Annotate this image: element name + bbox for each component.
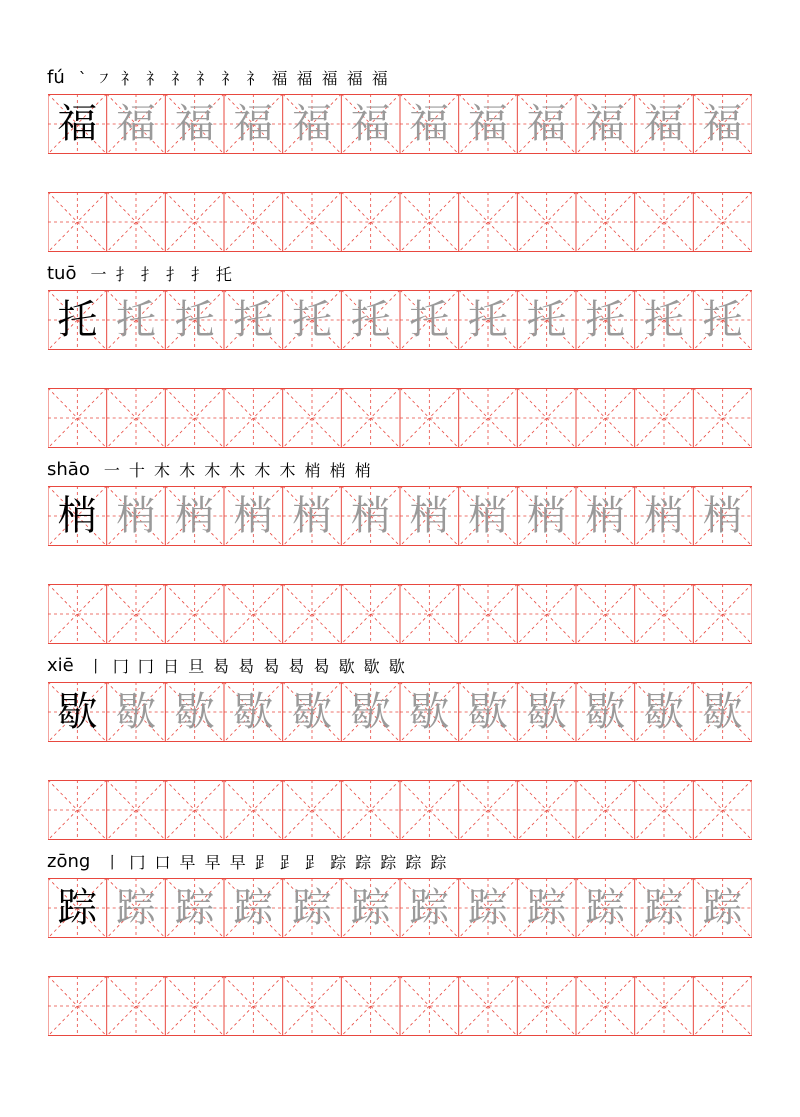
trace-character: 托 bbox=[409, 297, 450, 343]
practice-grid-row bbox=[48, 290, 752, 350]
trace-character: 福 bbox=[702, 101, 743, 147]
stroke-order-sequence: 一 扌 扌 扌 扌 托 bbox=[90, 264, 234, 284]
character-header bbox=[47, 64, 390, 90]
model-character: 歇 bbox=[57, 689, 98, 735]
trace-character: 托 bbox=[350, 297, 391, 343]
stroke-order-sequence: ` ㇇ 礻 礻 礻 礻 礻 礻 福 福 福 福 福 bbox=[78, 68, 390, 88]
trace-character: 福 bbox=[467, 101, 508, 147]
trace-character: 托 bbox=[174, 297, 215, 343]
character-section-tuo bbox=[0, 260, 800, 456]
trace-character: 福 bbox=[291, 101, 332, 147]
trace-character: 踪 bbox=[585, 885, 626, 931]
trace-character: 福 bbox=[643, 101, 684, 147]
trace-character: 歇 bbox=[115, 689, 156, 735]
rice-grid-lines bbox=[48, 584, 752, 644]
trace-character: 歇 bbox=[233, 689, 274, 735]
trace-character: 福 bbox=[526, 101, 567, 147]
trace-character: 踪 bbox=[409, 885, 450, 931]
blank-writing-grid-row[interactable] bbox=[48, 584, 752, 644]
trace-character: 歇 bbox=[467, 689, 508, 735]
trace-character: 踪 bbox=[702, 885, 743, 931]
practice-grid-row bbox=[48, 682, 752, 742]
trace-character: 福 bbox=[115, 101, 156, 147]
model-character: 踪 bbox=[57, 885, 98, 931]
pinyin-label: tuō bbox=[47, 262, 77, 284]
character-header bbox=[47, 652, 407, 678]
character-header bbox=[47, 456, 373, 482]
character-section-fu bbox=[0, 64, 800, 260]
pinyin-label: shāo bbox=[47, 458, 90, 480]
rice-grid-lines bbox=[48, 388, 752, 448]
trace-character: 踪 bbox=[526, 885, 567, 931]
trace-character: 歇 bbox=[702, 689, 743, 735]
trace-character: 托 bbox=[467, 297, 508, 343]
trace-character: 歇 bbox=[409, 689, 450, 735]
stroke-order-sequence: 一 十 木 木 木 木 木 木 梢 梢 梢 bbox=[103, 460, 373, 480]
practice-grid-row bbox=[48, 878, 752, 938]
trace-character: 梢 bbox=[233, 493, 274, 539]
trace-character: 托 bbox=[526, 297, 567, 343]
stroke-order-sequence: 丨 冂 口 早 早 早 𧾷 𧾷 𧾷 踪 踪 踪 踪 踪 bbox=[104, 852, 449, 872]
trace-character: 梢 bbox=[643, 493, 684, 539]
trace-character: 福 bbox=[233, 101, 274, 147]
trace-character: 梢 bbox=[174, 493, 215, 539]
trace-character: 托 bbox=[115, 297, 156, 343]
blank-writing-grid-row[interactable] bbox=[48, 192, 752, 252]
trace-character: 踪 bbox=[115, 885, 156, 931]
trace-character: 踪 bbox=[350, 885, 391, 931]
model-character: 梢 bbox=[57, 493, 98, 539]
character-section-xie bbox=[0, 652, 800, 848]
character-header bbox=[47, 848, 448, 874]
trace-character: 踪 bbox=[467, 885, 508, 931]
stroke-order-sequence: 丨 冂 冂 日 旦 曷 曷 曷 曷 曷 歇 歇 歇 bbox=[87, 656, 407, 676]
trace-character: 梢 bbox=[585, 493, 626, 539]
model-character: 福 bbox=[57, 101, 98, 147]
pinyin-label: xiē bbox=[47, 654, 74, 676]
blank-writing-grid-row[interactable] bbox=[48, 388, 752, 448]
rice-grid-lines bbox=[48, 976, 752, 1036]
trace-character: 托 bbox=[233, 297, 274, 343]
trace-character: 托 bbox=[585, 297, 626, 343]
trace-character: 踪 bbox=[174, 885, 215, 931]
trace-character: 福 bbox=[350, 101, 391, 147]
trace-character: 梢 bbox=[702, 493, 743, 539]
trace-character: 梢 bbox=[350, 493, 391, 539]
practice-grid-row bbox=[48, 486, 752, 546]
trace-character: 托 bbox=[643, 297, 684, 343]
trace-character: 福 bbox=[174, 101, 215, 147]
pinyin-label: zōng bbox=[47, 850, 91, 872]
trace-character: 歇 bbox=[643, 689, 684, 735]
trace-character: 歇 bbox=[291, 689, 332, 735]
trace-character: 梢 bbox=[409, 493, 450, 539]
trace-character: 歇 bbox=[526, 689, 567, 735]
blank-writing-grid-row[interactable] bbox=[48, 976, 752, 1036]
trace-character: 歇 bbox=[585, 689, 626, 735]
trace-character: 福 bbox=[409, 101, 450, 147]
trace-character: 梢 bbox=[467, 493, 508, 539]
trace-character: 踪 bbox=[291, 885, 332, 931]
trace-character: 梢 bbox=[526, 493, 567, 539]
rice-grid-lines bbox=[48, 780, 752, 840]
trace-character: 福 bbox=[585, 101, 626, 147]
trace-character: 托 bbox=[291, 297, 332, 343]
trace-character: 托 bbox=[702, 297, 743, 343]
blank-writing-grid-row[interactable] bbox=[48, 780, 752, 840]
trace-character: 歇 bbox=[174, 689, 215, 735]
character-section-zong bbox=[0, 848, 800, 1044]
pinyin-label: fú bbox=[47, 66, 65, 88]
rice-grid-lines bbox=[48, 192, 752, 252]
character-section-shao bbox=[0, 456, 800, 652]
trace-character: 梢 bbox=[291, 493, 332, 539]
model-character: 托 bbox=[57, 297, 98, 343]
trace-character: 踪 bbox=[233, 885, 274, 931]
character-header bbox=[47, 260, 234, 286]
practice-grid-row bbox=[48, 94, 752, 154]
trace-character: 梢 bbox=[115, 493, 156, 539]
trace-character: 歇 bbox=[350, 689, 391, 735]
trace-character: 踪 bbox=[643, 885, 684, 931]
